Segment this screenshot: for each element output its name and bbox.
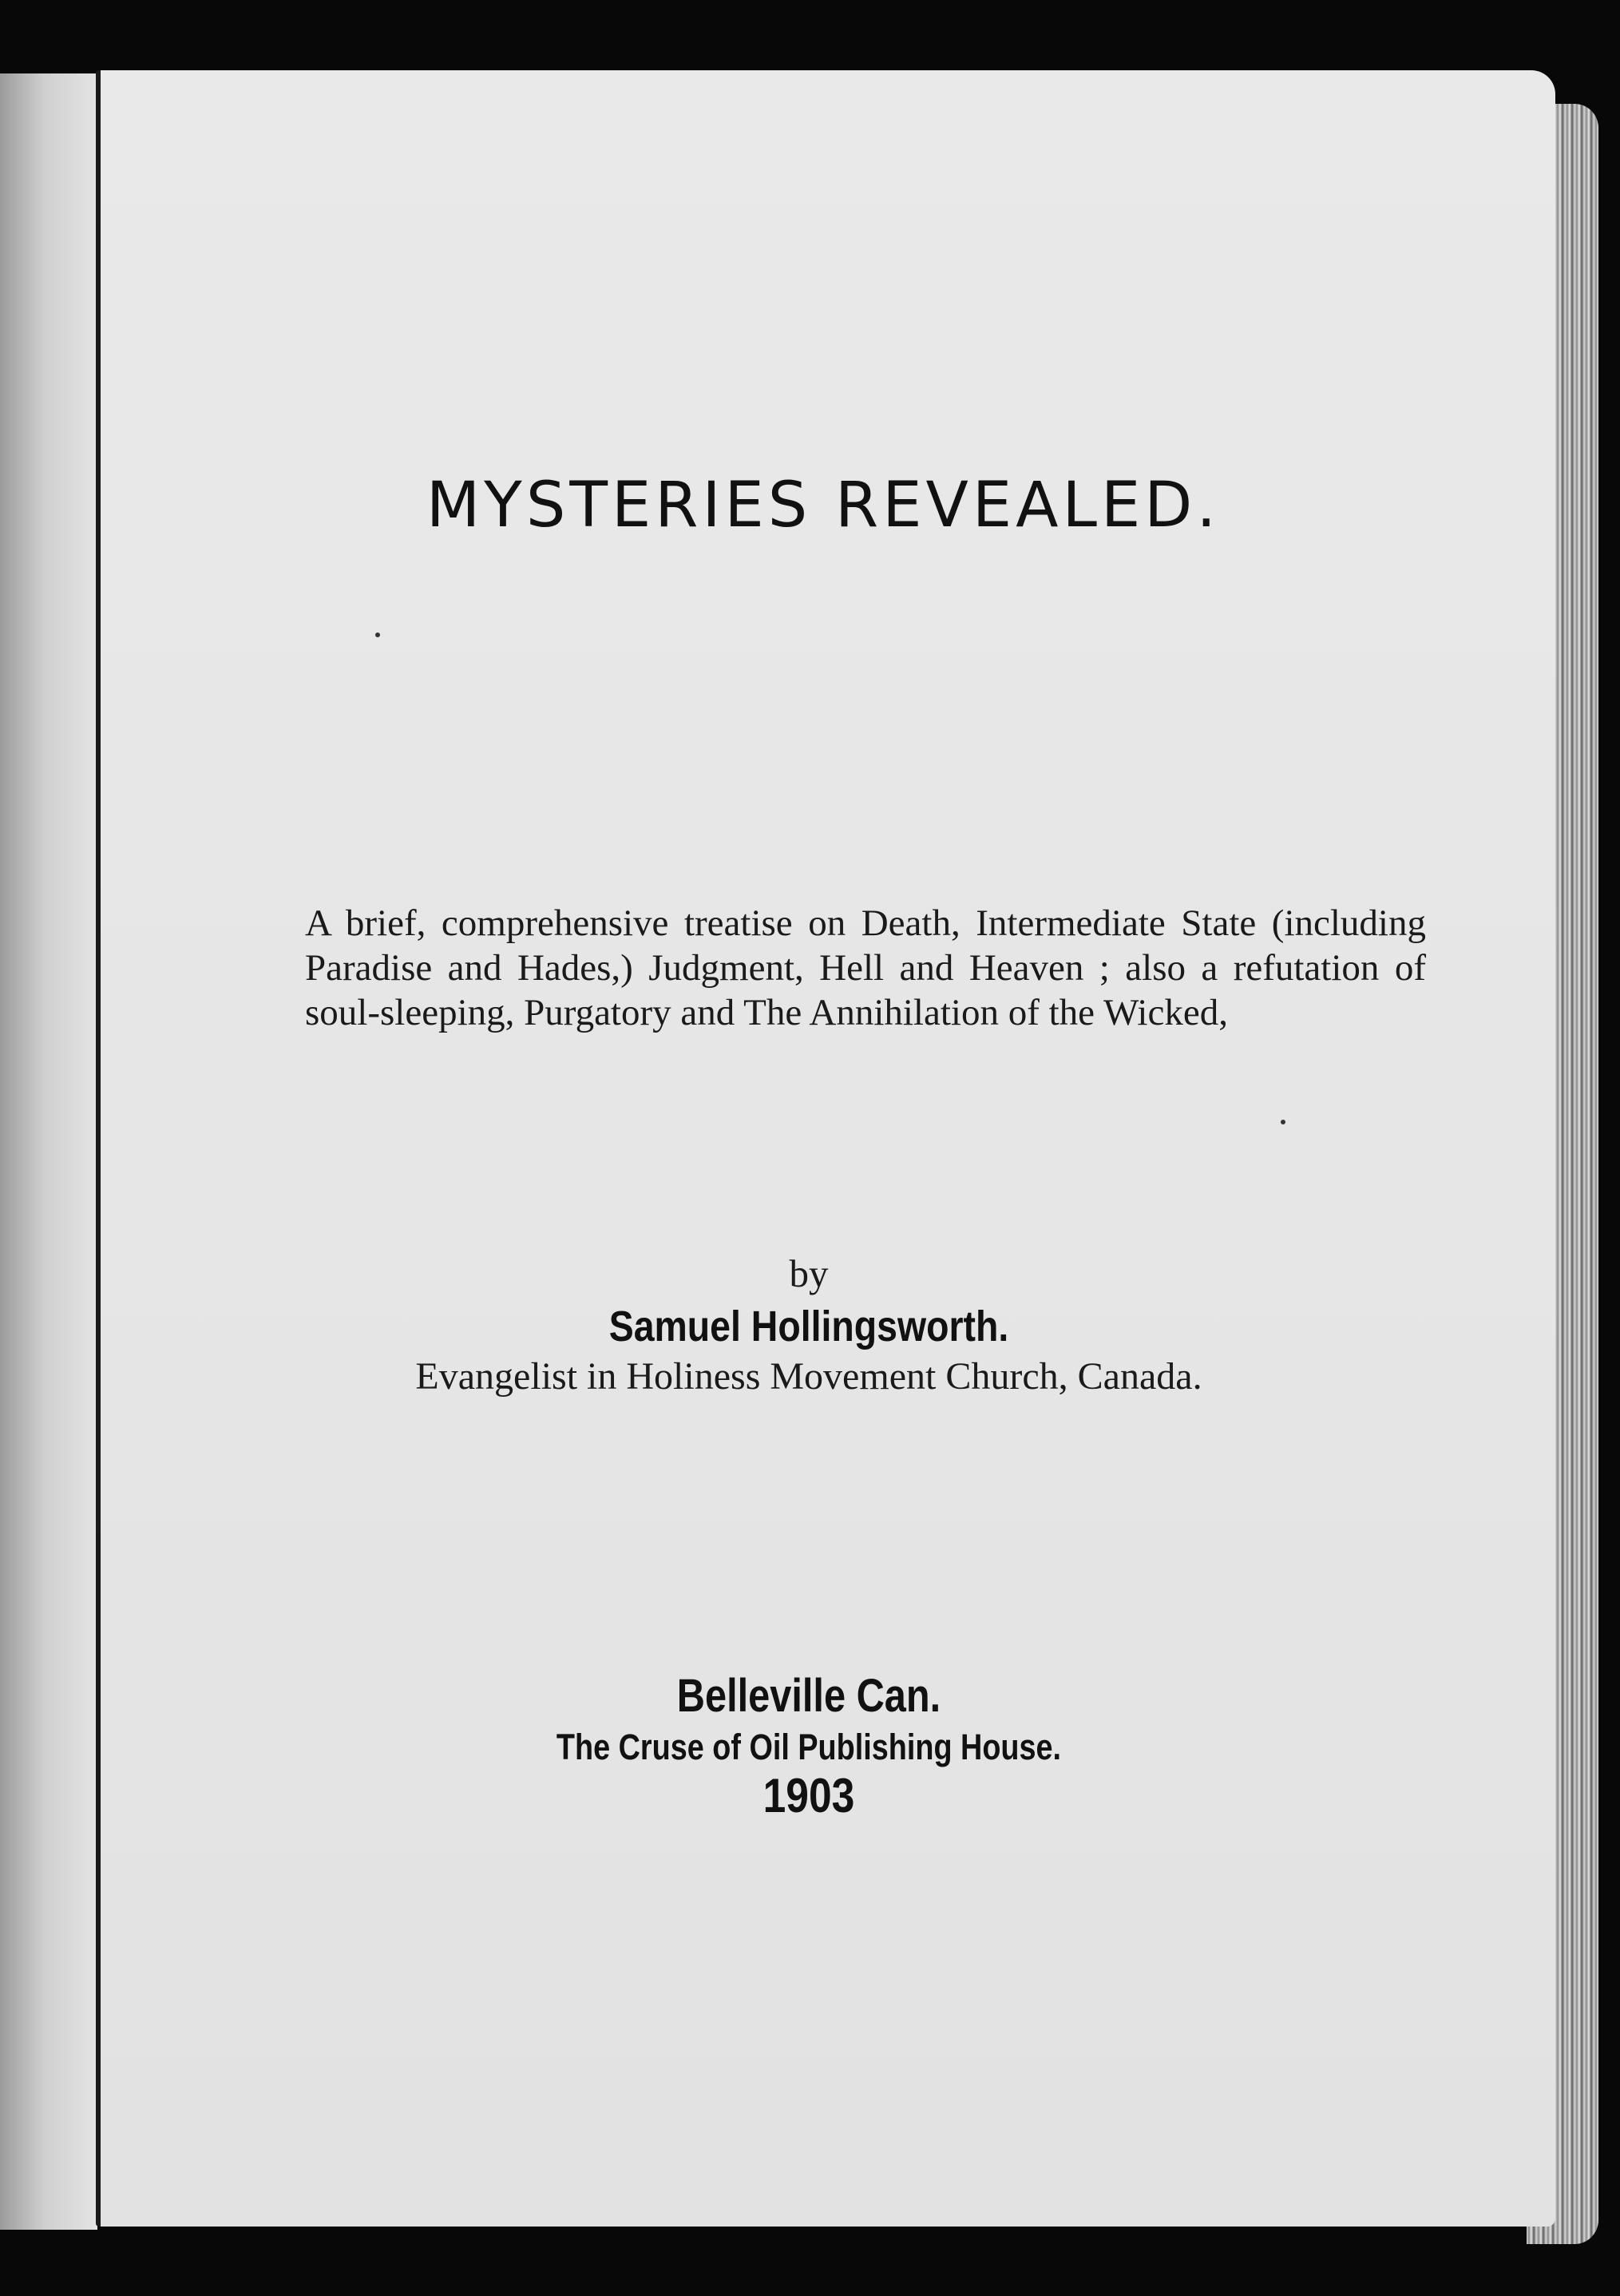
byline-prefix: by	[789, 1251, 829, 1295]
publication-place: Belleville Can.	[676, 1670, 941, 1722]
print-speck	[1281, 1120, 1285, 1124]
book-description: A brief, comprehensive treatise on Death, Intermediate State (including Paradise and Hades,) Judgment, Hell and Heaven ; also a refutation of soul-sleeping, Purgatory and The Annihilation of the Wicked,	[305, 902, 1426, 1033]
author-affiliation: Evangelist in Holiness Movement Church, Canada.	[415, 1355, 1202, 1398]
print-speck	[375, 632, 380, 637]
facing-page-edge	[0, 73, 97, 2230]
author-name: Samuel Hollingsworth.	[608, 1303, 1009, 1350]
book-title: MYSTERIES REVEALED.	[426, 470, 1221, 541]
publisher-name: The Cruse of Oil Publishing House.	[556, 1727, 1062, 1767]
publication-year: 1903	[762, 1769, 855, 1822]
title-page-content	[96, 0, 1551, 2296]
